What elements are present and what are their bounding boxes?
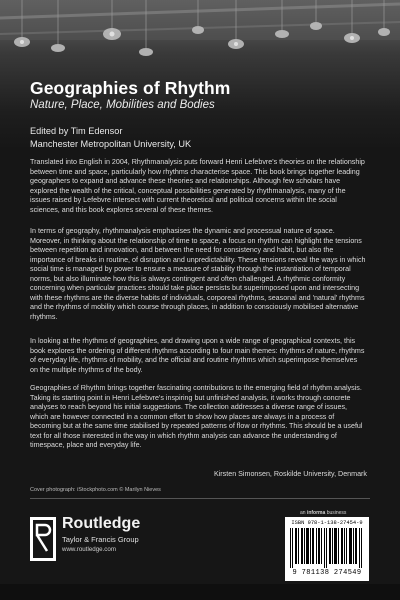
- publisher-url[interactable]: www.routledge.com: [62, 546, 116, 553]
- publisher-group: Taylor & Francis Group: [62, 535, 139, 544]
- barcode-digits: 9 781138 274549: [292, 569, 362, 577]
- informa-prefix: an: [300, 510, 306, 516]
- editor-name: Edited by Tim Edensor: [30, 126, 123, 136]
- informa-tagline: [300, 510, 346, 516]
- review-attribution: Kirsten Simonsen, Roskilde University, Denmark: [213, 470, 367, 478]
- blurb-paragraph-1: Translated into English in 2004, Rhythmanalysis puts forward Henri Lefebvre's theories on the relationship between time and space, particularly how rhythms characterise space. This book brings together leading geographers to expand and advance these theories and relationships. Although few scholars have explored the wealth of the critical, conceptual possibilities generated by rhythmanalysis, many of the issues raised by Lefebvre intersect with current theoretical and political concerns within the social sciences, and this book explores several of these themes.: [30, 158, 365, 214]
- book-title: Geographies of Rhythm: [30, 78, 231, 98]
- publisher-name: Routledge: [62, 515, 141, 532]
- isbn-barcode: [285, 517, 369, 581]
- isbn-label: ISBN 978-1-138-27454-9: [291, 520, 363, 526]
- barcode-icon: [289, 528, 365, 568]
- photo-credit: Cover photograph: iStockphoto.com © Marilyn Nieves: [30, 487, 161, 493]
- informa-brand: informa: [306, 510, 326, 516]
- blurb-paragraph-2: In terms of geography, rhythmanalysis emphasises the dynamic and processual nature of space. Moreover, in thinking about the relationship of time to space, a focus on rhythm can highlight the tensions between repetition and innovation, and between the need for consistency and habit, but also the importance of breaks in routine, of disruption and unpredictability. These tensions reveal the ways in which social time is managed by power to ensure a measure of stability through the instantiation of temporal norms, but also illuminate how this is always contingent and often challenged. A rhythmic conformity concerning when particular practices should take place persists but superimposed upon and intersecting with these rhythms are the diverse habits of individuals, corporeal rhythms, seasonal and 'natural' rhythms and the rhythms of mobility which course through places, in addition to consciously mobilised alternative rhythms.: [30, 227, 366, 321]
- editor-block: [30, 125, 191, 151]
- review-quote: Geographies of Rhythm brings together fascinating contributions to the emerging field of rhythm analysis. Taking its starting point in Henri Lefebvre's inspiring but unfinished analysis, it works through concrete analyses to reach beyond his initial suggestions. The collection addresses a diverse range of issues, which are however connected in a common effort to show how places are always in a process of becoming but at the same time stabilised by repeated patterns of flow or rhythms. This should be a useful text for all those interested in the way in which rhythm analysis can advance the understanding of timespace, place and everyday life.: [30, 384, 363, 449]
- book-subtitle: Nature, Place, Mobilities and Bodies: [30, 99, 215, 111]
- blurb-paragraph-3: In looking at the rhythms of geographies, and drawing upon a wide range of geographical contexts, this book explores the ordering of different rhythms according to four main themes: rhythms of nature, rhythms of everyday life, rhythms of mobility, and the official and routine rhythms which superimpose themselves on the multiple rhythms of the body.: [30, 337, 365, 374]
- publisher-block: [30, 515, 190, 565]
- routledge-logo-icon: [30, 517, 56, 561]
- divider: [30, 498, 370, 499]
- editor-affiliation: Manchester Metropolitan University, UK: [30, 139, 192, 149]
- informa-suffix: business: [326, 510, 347, 516]
- bottom-margin: [0, 584, 400, 600]
